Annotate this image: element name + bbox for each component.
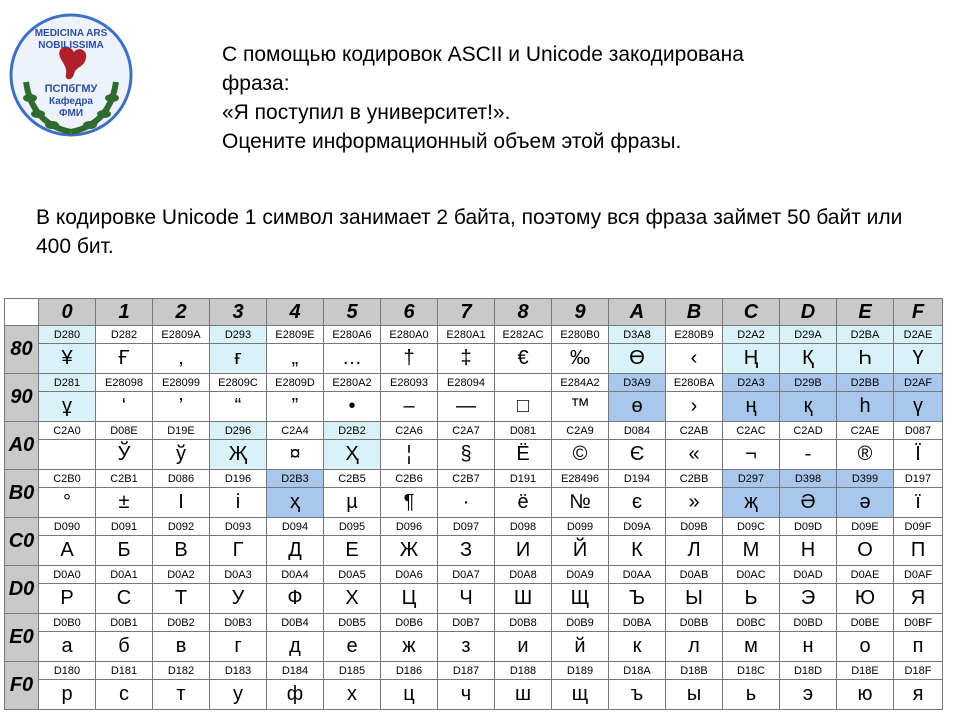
hex-code-cell: D0A1 (96, 566, 153, 584)
character-cell: Ў (96, 440, 153, 470)
hex-code-cell: D0B7 (438, 614, 495, 632)
character-cell: № (552, 488, 609, 518)
character-cell: ң (723, 392, 780, 422)
hex-code-cell: D0B3 (210, 614, 267, 632)
hex-code-cell: E282AC (495, 326, 552, 344)
hex-code-cell: D090 (39, 518, 96, 536)
character-cell: м (723, 632, 780, 662)
character-cell: Ъ (609, 584, 666, 614)
hex-code-cell: D0BE (837, 614, 894, 632)
character-cell: ‘ (96, 392, 153, 422)
hex-code-cell: E28496 (552, 470, 609, 488)
character-cell: ғ (210, 344, 267, 374)
svg-text:MEDICINA ARS: MEDICINA ARS (34, 28, 108, 39)
hex-code-cell: D0A8 (495, 566, 552, 584)
character-cell: Т (153, 584, 210, 614)
character-cell: – (381, 392, 438, 422)
hex-code-cell: D0A5 (324, 566, 381, 584)
hex-code-cell: D0B6 (381, 614, 438, 632)
column-header: 1 (96, 299, 153, 326)
character-cell: и (495, 632, 552, 662)
character-cell: Г (210, 536, 267, 566)
question-line: «Я поступил в университет!». (222, 101, 511, 124)
hex-code-cell: D18A (609, 662, 666, 680)
hex-code-cell: D0BD (780, 614, 837, 632)
hex-code-cell: D2B3 (267, 470, 324, 488)
character-cell: ‡ (438, 344, 495, 374)
hex-code-cell: D18E (837, 662, 894, 680)
hex-code-cell: D0AE (837, 566, 894, 584)
hex-code-cell: D084 (609, 422, 666, 440)
hex-code-cell: D282 (96, 326, 153, 344)
hex-code-cell: D097 (438, 518, 495, 536)
hex-code-cell: D297 (723, 470, 780, 488)
hex-code-cell: D197 (894, 470, 943, 488)
hex-code-cell: E280A2 (324, 374, 381, 392)
hex-code-cell: D0A0 (39, 566, 96, 584)
hex-code-cell: D185 (324, 662, 381, 680)
hex-code-cell: E284A2 (552, 374, 609, 392)
character-cell: ” (267, 392, 324, 422)
hex-code-cell: D098 (495, 518, 552, 536)
character-cell: Л (666, 536, 723, 566)
character-cell: ¦ (381, 440, 438, 470)
character-cell: ъ (609, 680, 666, 710)
character-cell: К (609, 536, 666, 566)
hex-code-cell: E28093 (381, 374, 438, 392)
character-cell: Ғ (96, 344, 153, 374)
hex-code-cell: D3A8 (609, 326, 666, 344)
character-cell: Б (96, 536, 153, 566)
character-cell: „ (267, 344, 324, 374)
character-cell: Н (780, 536, 837, 566)
hex-code-cell: D281 (39, 374, 96, 392)
character-cell (39, 440, 96, 470)
hex-code-cell: E2809C (210, 374, 267, 392)
character-cell: • (324, 392, 381, 422)
row-header: E0 (5, 614, 39, 662)
hex-code-cell: D099 (552, 518, 609, 536)
character-cell: , (153, 344, 210, 374)
column-header: 5 (324, 299, 381, 326)
hex-code-cell: C2B5 (324, 470, 381, 488)
hex-code-cell: C2BB (666, 470, 723, 488)
hex-code-cell: E280B9 (666, 326, 723, 344)
hex-code-cell: D091 (96, 518, 153, 536)
character-cell: ± (96, 488, 153, 518)
character-cell: ¬ (723, 440, 780, 470)
character-cell: е (324, 632, 381, 662)
character-cell: » (666, 488, 723, 518)
hex-code-cell: D187 (438, 662, 495, 680)
character-cell: § (438, 440, 495, 470)
character-cell: Ї (894, 440, 943, 470)
character-cell: ¥ (39, 344, 96, 374)
svg-text:NOBILISSIMA: NOBILISSIMA (38, 40, 104, 51)
hex-code-cell: D0B2 (153, 614, 210, 632)
character-cell: ® (837, 440, 894, 470)
character-cell: ж (381, 632, 438, 662)
hex-code-cell: D093 (210, 518, 267, 536)
column-header: A (609, 299, 666, 326)
character-cell: Ж (381, 536, 438, 566)
hex-code-cell: D0AA (609, 566, 666, 584)
hex-code-cell: D09F (894, 518, 943, 536)
hex-code-cell: D2AF (894, 374, 943, 392)
hex-code-cell: D2BB (837, 374, 894, 392)
column-header: 9 (552, 299, 609, 326)
character-cell: б (96, 632, 153, 662)
hex-code-cell: D0AC (723, 566, 780, 584)
hex-code-cell: C2AB (666, 422, 723, 440)
hex-code-cell: D2A2 (723, 326, 780, 344)
character-cell: « (666, 440, 723, 470)
character-cell: ү (894, 392, 943, 422)
character-cell: ұ (39, 392, 96, 422)
character-cell: Ц (381, 584, 438, 614)
character-cell: ч (438, 680, 495, 710)
hex-code-cell: D191 (495, 470, 552, 488)
character-cell: Ө (609, 344, 666, 374)
hex-code-cell: D398 (780, 470, 837, 488)
character-cell: Һ (837, 344, 894, 374)
character-cell: Ф (267, 584, 324, 614)
hex-code-cell: D0BC (723, 614, 780, 632)
character-cell: € (495, 344, 552, 374)
character-cell: р (39, 680, 96, 710)
hex-code-cell: D092 (153, 518, 210, 536)
character-cell: ы (666, 680, 723, 710)
hex-code-cell: E2809A (153, 326, 210, 344)
character-cell: н (780, 632, 837, 662)
hex-code-cell: C2A0 (39, 422, 96, 440)
hex-code-cell: C2A6 (381, 422, 438, 440)
hex-code-cell: D29B (780, 374, 837, 392)
hex-code-cell: C2B7 (438, 470, 495, 488)
character-cell: Ң (723, 344, 780, 374)
character-cell: ’ (153, 392, 210, 422)
character-cell: в (153, 632, 210, 662)
hex-code-cell: D399 (837, 470, 894, 488)
hex-code-cell: D0B1 (96, 614, 153, 632)
character-cell: ў (153, 440, 210, 470)
hex-code-cell: D184 (267, 662, 324, 680)
hex-code-cell: D0BB (666, 614, 723, 632)
hex-code-cell: D0BF (894, 614, 943, 632)
character-cell: ҳ (267, 488, 324, 518)
character-cell: І (153, 488, 210, 518)
hex-code-cell: D0BA (609, 614, 666, 632)
character-cell: ‹ (666, 344, 723, 374)
character-cell: э (780, 680, 837, 710)
hex-code-cell: E280B0 (552, 326, 609, 344)
column-header: F (894, 299, 943, 326)
hex-code-cell: C2B6 (381, 470, 438, 488)
hex-code-cell: C2AC (723, 422, 780, 440)
character-cell: ¤ (267, 440, 324, 470)
hex-code-cell: D18B (666, 662, 723, 680)
hex-code-cell: D18F (894, 662, 943, 680)
hex-code-cell: D094 (267, 518, 324, 536)
character-cell: Қ (780, 344, 837, 374)
hex-code-cell: D19E (153, 422, 210, 440)
character-cell: у (210, 680, 267, 710)
hex-code-cell: D08E (96, 422, 153, 440)
hex-code-cell: C2A4 (267, 422, 324, 440)
hex-code-cell: D2AE (894, 326, 943, 344)
character-cell: — (438, 392, 495, 422)
question-line: фраза: (222, 72, 290, 95)
hex-code-cell: D0B4 (267, 614, 324, 632)
hex-code-cell: D0A4 (267, 566, 324, 584)
character-cell: Э (780, 584, 837, 614)
column-header: 0 (39, 299, 96, 326)
hex-code-cell: D09D (780, 518, 837, 536)
hex-code-cell: E28099 (153, 374, 210, 392)
character-cell: Ҳ (324, 440, 381, 470)
character-cell: У (210, 584, 267, 614)
character-cell: а (39, 632, 96, 662)
hex-code-cell: D0AF (894, 566, 943, 584)
hex-code-cell: D09C (723, 518, 780, 536)
character-cell: Ь (723, 584, 780, 614)
character-cell: Ә (780, 488, 837, 518)
character-cell: ‰ (552, 344, 609, 374)
hex-code-cell: D0A6 (381, 566, 438, 584)
character-cell: ө (609, 392, 666, 422)
character-cell: с (96, 680, 153, 710)
character-cell: И (495, 536, 552, 566)
character-cell: і (210, 488, 267, 518)
question-text (222, 40, 932, 156)
hex-code-cell: D186 (381, 662, 438, 680)
character-cell: М (723, 536, 780, 566)
character-cell: ә (837, 488, 894, 518)
character-cell: † (381, 344, 438, 374)
hex-code-cell: D09E (837, 518, 894, 536)
character-cell: А (39, 536, 96, 566)
hex-code-cell: D280 (39, 326, 96, 344)
hex-code-cell: E280A1 (438, 326, 495, 344)
hex-code-cell: E280A6 (324, 326, 381, 344)
character-cell: © (552, 440, 609, 470)
hex-code-cell: D095 (324, 518, 381, 536)
hex-code-cell: D0AD (780, 566, 837, 584)
character-cell: ь (723, 680, 780, 710)
column-header: B (666, 299, 723, 326)
column-header: 2 (153, 299, 210, 326)
character-cell: ¶ (381, 488, 438, 518)
character-cell: х (324, 680, 381, 710)
hex-code-cell: D183 (210, 662, 267, 680)
hex-code-cell: D18C (723, 662, 780, 680)
hex-code-cell: D182 (153, 662, 210, 680)
svg-text:ПСПбГМУ: ПСПбГМУ (44, 83, 98, 95)
answer-text: В кодировке Unicode 1 символ занимает 2 байта, поэтому вся фраза займет 50 байт или 400 бит. (36, 206, 903, 258)
character-cell: Д (267, 536, 324, 566)
character-cell: Й (552, 536, 609, 566)
character-cell: Ы (666, 584, 723, 614)
hex-code-cell: D2A3 (723, 374, 780, 392)
character-cell: З (438, 536, 495, 566)
character-cell: щ (552, 680, 609, 710)
hex-code-cell: D0A3 (210, 566, 267, 584)
character-cell: я (894, 680, 943, 710)
character-cell: з (438, 632, 495, 662)
character-cell: г (210, 632, 267, 662)
character-cell: О (837, 536, 894, 566)
character-cell: В (153, 536, 210, 566)
hex-code-cell: D188 (495, 662, 552, 680)
hex-code-cell: D18D (780, 662, 837, 680)
hex-code-cell: E28094 (438, 374, 495, 392)
table-corner-cell (5, 299, 39, 326)
hex-code-cell: D181 (96, 662, 153, 680)
hex-code-cell: D29A (780, 326, 837, 344)
hex-code-cell: D194 (609, 470, 666, 488)
character-cell: қ (780, 392, 837, 422)
column-header: D (780, 299, 837, 326)
column-header: 3 (210, 299, 267, 326)
character-cell: Ю (837, 584, 894, 614)
character-cell: к (609, 632, 666, 662)
character-cell: ° (39, 488, 96, 518)
character-cell: Ш (495, 584, 552, 614)
character-cell: ї (894, 488, 943, 518)
hex-code-cell: D0B8 (495, 614, 552, 632)
character-cell: Ү (894, 344, 943, 374)
hex-code-cell: D2B2 (324, 422, 381, 440)
hex-code-cell: D0B0 (39, 614, 96, 632)
hex-code-cell: D0B9 (552, 614, 609, 632)
column-header: 8 (495, 299, 552, 326)
hex-code-cell: D086 (153, 470, 210, 488)
character-cell: Я (894, 584, 943, 614)
row-header: D0 (5, 566, 39, 614)
character-cell: Җ (210, 440, 267, 470)
row-header: B0 (5, 470, 39, 518)
hex-code-cell: D09B (666, 518, 723, 536)
question-line: С помощью кодировок ASCII и Unicode закодирована (222, 43, 744, 66)
character-cell: Є (609, 440, 666, 470)
character-cell: µ (324, 488, 381, 518)
character-cell: “ (210, 392, 267, 422)
hex-code-cell: E280BA (666, 374, 723, 392)
character-cell: Х (324, 584, 381, 614)
hex-code-cell: D0AB (666, 566, 723, 584)
character-cell: ц (381, 680, 438, 710)
character-cell: … (324, 344, 381, 374)
character-cell: ф (267, 680, 324, 710)
row-header: A0 (5, 422, 39, 470)
hex-code-cell: D0A9 (552, 566, 609, 584)
hex-code-cell: D3A9 (609, 374, 666, 392)
character-cell: ™ (552, 392, 609, 422)
hex-code-cell: D0A7 (438, 566, 495, 584)
column-header: C (723, 299, 780, 326)
hex-code-cell: C2A7 (438, 422, 495, 440)
character-cell: С (96, 584, 153, 614)
logo-emblem (8, 12, 134, 138)
hex-code-cell: D293 (210, 326, 267, 344)
column-header: 6 (381, 299, 438, 326)
character-cell: п (894, 632, 943, 662)
row-header: 90 (5, 374, 39, 422)
hex-code-cell: C2AD (780, 422, 837, 440)
hex-code-cell: D180 (39, 662, 96, 680)
character-cell: о (837, 632, 894, 662)
row-header: C0 (5, 518, 39, 566)
character-cell: Р (39, 584, 96, 614)
row-header: 80 (5, 326, 39, 374)
column-header: 7 (438, 299, 495, 326)
hex-code-cell (495, 374, 552, 392)
character-cell: Ч (438, 584, 495, 614)
hex-code-cell: D196 (210, 470, 267, 488)
hex-code-cell: D0B5 (324, 614, 381, 632)
encoding-table (4, 298, 943, 710)
character-cell: ё (495, 488, 552, 518)
character-cell: җ (723, 488, 780, 518)
hex-code-cell: D096 (381, 518, 438, 536)
character-cell: л (666, 632, 723, 662)
hex-code-cell: D189 (552, 662, 609, 680)
character-cell: □ (495, 392, 552, 422)
hex-code-cell: D087 (894, 422, 943, 440)
character-cell: є (609, 488, 666, 518)
hex-code-cell: D296 (210, 422, 267, 440)
column-header: 4 (267, 299, 324, 326)
character-cell: Е (324, 536, 381, 566)
hex-code-cell: C2A9 (552, 422, 609, 440)
character-cell: ш (495, 680, 552, 710)
hex-code-cell: D081 (495, 422, 552, 440)
hex-code-cell: C2B1 (96, 470, 153, 488)
character-cell: П (894, 536, 943, 566)
character-cell: д (267, 632, 324, 662)
character-cell: һ (837, 392, 894, 422)
character-cell: › (666, 392, 723, 422)
hex-code-cell: D0A2 (153, 566, 210, 584)
hex-code-cell: D09A (609, 518, 666, 536)
character-cell: - (780, 440, 837, 470)
character-cell: · (438, 488, 495, 518)
character-cell: й (552, 632, 609, 662)
hex-code-cell: E2809E (267, 326, 324, 344)
character-cell: ю (837, 680, 894, 710)
hex-code-cell: D2BA (837, 326, 894, 344)
hex-code-cell: E28098 (96, 374, 153, 392)
university-logo (8, 12, 134, 138)
question-line: Оцените информационный объем этой фразы. (222, 130, 682, 153)
hex-code-cell: E2809D (267, 374, 324, 392)
character-cell: Щ (552, 584, 609, 614)
hex-code-cell: C2B0 (39, 470, 96, 488)
hex-code-cell: C2AE (837, 422, 894, 440)
svg-text:Кафедра: Кафедра (49, 96, 93, 107)
character-cell: т (153, 680, 210, 710)
character-cell: Ё (495, 440, 552, 470)
svg-text:ФМИ: ФМИ (58, 108, 84, 119)
column-header: E (837, 299, 894, 326)
hex-code-cell: E280A0 (381, 326, 438, 344)
row-header: F0 (5, 662, 39, 710)
